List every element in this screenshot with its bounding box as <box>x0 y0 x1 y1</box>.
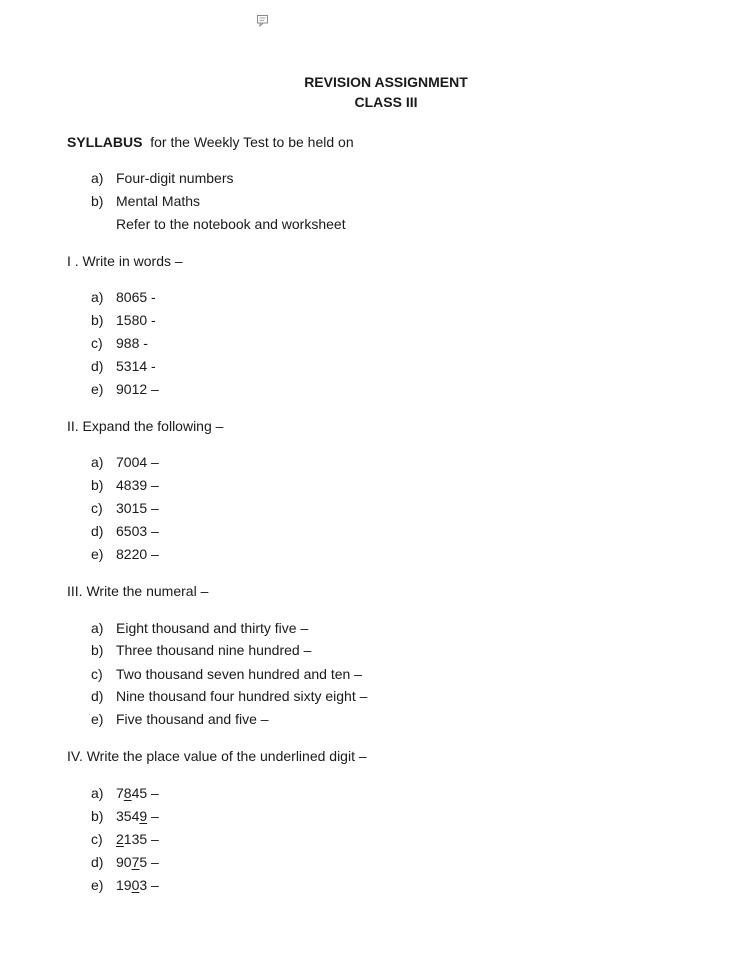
section-heading: III. Write the numeral – <box>67 583 209 599</box>
list-text <box>116 806 159 826</box>
list-text <box>116 875 159 895</box>
section-heading: I . Write in words – <box>67 253 183 269</box>
underlined-digit: 2 <box>116 831 124 847</box>
section-heading: IV. Write the place value of the underlined digit – <box>67 748 367 764</box>
list-text: Three thousand nine hundred – <box>116 642 312 658</box>
list-marker: b) <box>91 193 104 209</box>
list-text: 7004 – <box>116 454 159 470</box>
list-marker: a) <box>91 289 104 305</box>
list-text: 3015 – <box>116 500 159 516</box>
underlined-digit: 8 <box>123 785 132 801</box>
number-suffix: 5 – <box>139 854 159 870</box>
list-text <box>116 829 159 849</box>
list-marker: b) <box>91 477 104 493</box>
number-prefix: 19 <box>116 877 132 893</box>
syllabus-line <box>67 132 354 152</box>
comment-icon[interactable] <box>257 15 268 27</box>
syllabus-label: SYLLABUS <box>67 134 143 150</box>
list-text: Four-digit numbers <box>116 170 234 186</box>
list-text: 1580 - <box>116 312 156 328</box>
number-suffix: – <box>147 808 159 824</box>
list-marker: e) <box>91 711 104 727</box>
list-text <box>116 852 159 872</box>
number-suffix: 3 – <box>139 877 159 893</box>
number-prefix: 7 <box>116 785 124 801</box>
section-heading: II. Expand the following – <box>67 418 224 434</box>
list-marker: d) <box>91 854 104 870</box>
number-prefix: 90 <box>116 854 132 870</box>
list-text: 4839 – <box>116 477 159 493</box>
list-marker: d) <box>91 523 104 539</box>
list-text: 6503 – <box>116 523 159 539</box>
list-text: Two thousand seven hundred and ten – <box>116 666 362 682</box>
list-marker: e) <box>91 546 104 562</box>
list-text: Five thousand and five – <box>116 711 269 727</box>
number-suffix: 135 – <box>123 831 159 847</box>
number-suffix: 45 – <box>131 785 159 801</box>
list-marker: c) <box>91 831 103 847</box>
list-marker: a) <box>91 454 104 470</box>
list-text: Mental Maths <box>116 193 201 209</box>
list-marker: c) <box>91 500 103 516</box>
list-text: 988 - <box>116 335 148 351</box>
list-marker: c) <box>91 666 103 682</box>
list-marker: d) <box>91 688 104 704</box>
list-marker: d) <box>91 358 104 374</box>
list-marker: b) <box>91 312 104 328</box>
list-text: Eight thousand and thirty five – <box>116 620 309 636</box>
list-text: 8220 – <box>116 546 159 562</box>
list-text: 5314 - <box>116 358 156 374</box>
list-marker: a) <box>91 620 104 636</box>
underlined-digit: 7 <box>131 854 140 870</box>
list-text <box>116 783 159 803</box>
list-marker: e) <box>91 381 104 397</box>
underlined-digit: 0 <box>131 877 140 893</box>
list-text: Nine thousand four hundred sixty eight – <box>116 688 368 704</box>
underlined-digit: 9 <box>139 808 148 824</box>
list-marker: b) <box>91 642 104 658</box>
list-text: 9012 – <box>116 381 159 397</box>
list-marker: b) <box>91 808 104 824</box>
number-prefix: 354 <box>116 808 140 824</box>
list-marker: e) <box>91 877 104 893</box>
document-subtitle: CLASS III <box>354 94 418 110</box>
syllabus-note: Refer to the notebook and worksheet <box>116 216 346 232</box>
list-marker: a) <box>91 170 104 186</box>
list-marker: c) <box>91 335 103 351</box>
list-marker: a) <box>91 785 104 801</box>
document-title: REVISION ASSIGNMENT <box>304 74 468 90</box>
list-text: 8065 - <box>116 289 156 305</box>
syllabus-text: for the Weekly Test to be held on <box>150 134 354 150</box>
